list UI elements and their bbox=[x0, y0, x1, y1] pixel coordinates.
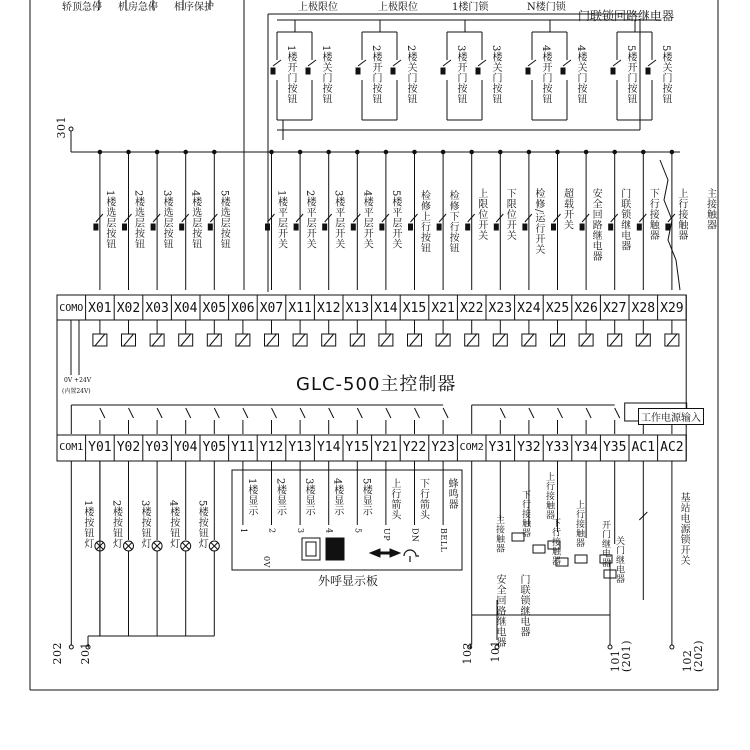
opto-diag-11 bbox=[381, 334, 391, 346]
out-contact-8 bbox=[300, 408, 305, 418]
output-terminal-y33: Y33 bbox=[545, 440, 570, 455]
input-switch-icon-13 bbox=[437, 224, 441, 230]
input-switch-icon-8 bbox=[294, 224, 298, 230]
input-switch-icon-3 bbox=[151, 224, 155, 230]
out-contact-b-18 bbox=[586, 408, 591, 418]
input-terminal-x24: X24 bbox=[517, 301, 541, 316]
power-note-internal: (内置24V) bbox=[62, 388, 91, 395]
output-terminal-y22: Y22 bbox=[402, 440, 427, 455]
node-101-201: 101 (201) bbox=[609, 640, 633, 673]
input-terminal-x01: X01 bbox=[88, 301, 112, 316]
seg-digit-1-inner bbox=[306, 542, 316, 556]
junction-14 bbox=[470, 150, 474, 154]
junction-5 bbox=[213, 150, 217, 154]
door-button-label-4: 2楼关门按钮 bbox=[405, 45, 416, 105]
out-contact-11 bbox=[386, 408, 391, 418]
junction-21 bbox=[670, 150, 674, 154]
opto-diag-6 bbox=[238, 334, 248, 346]
input-switch-icon-10 bbox=[351, 224, 355, 230]
opto-diag-4 bbox=[181, 334, 191, 346]
node-102-202: 102 (202) bbox=[681, 640, 705, 673]
opto-diag-17 bbox=[553, 334, 563, 346]
door-button-label-5: 3楼开门按钮 bbox=[455, 45, 466, 105]
junction-7 bbox=[270, 150, 274, 154]
door-button-label-6: 3楼关门按钮 bbox=[490, 45, 501, 105]
door-button-label-9: 5楼开门按钮 bbox=[625, 45, 636, 105]
opto-diag-13 bbox=[438, 334, 448, 346]
input-switch-icon-15 bbox=[494, 224, 498, 230]
junction-8 bbox=[298, 150, 302, 154]
out-contact-b-17 bbox=[558, 408, 563, 418]
opto-diag-16 bbox=[524, 334, 534, 346]
input-label-17: 超载开关 bbox=[561, 188, 573, 230]
coil-box-4 bbox=[575, 555, 587, 563]
display-label-7: 下行箭头 bbox=[417, 478, 429, 520]
out-contact-4 bbox=[186, 408, 191, 418]
switch-label-base-power: 基站电源锁开关 bbox=[678, 492, 689, 566]
input-terminal-x29: X29 bbox=[660, 301, 684, 316]
input-switch-icon-2 bbox=[123, 224, 127, 230]
opto-diag-5 bbox=[209, 334, 219, 346]
display-pin-1: 1 bbox=[238, 528, 248, 534]
output-terminal-y11: Y11 bbox=[231, 440, 255, 455]
input-switch-icon-11 bbox=[380, 224, 384, 230]
relay-label-safety: 安全回路继电器 bbox=[494, 574, 505, 648]
door-btn-icon-8 bbox=[611, 68, 615, 74]
door-btn-icon-9 bbox=[646, 68, 650, 74]
input-terminal-x22: X22 bbox=[459, 301, 484, 316]
input-label-7: 1楼平层开关 bbox=[275, 190, 287, 250]
out-contact-10 bbox=[357, 408, 362, 418]
coil-label-1: 主接触器 bbox=[494, 515, 504, 553]
door-btn-switch-2 bbox=[358, 60, 366, 66]
input-terminal-x13: X13 bbox=[345, 301, 370, 316]
node-102-a: 102 bbox=[461, 642, 474, 665]
display-label-3: 3楼显示 bbox=[303, 478, 315, 517]
input-terminal-x21: X21 bbox=[431, 301, 455, 316]
output-terminal-y34: Y34 bbox=[574, 440, 598, 455]
input-terminal-como: COMO bbox=[59, 303, 84, 314]
opto-diag-21 bbox=[667, 334, 677, 346]
coil-label-5: 上行接触器 bbox=[574, 500, 584, 548]
input-label-13: 检修下行按钮 bbox=[447, 190, 459, 253]
input-switch-icon-12 bbox=[409, 224, 413, 230]
top-label-phase-protect: 相序保护 bbox=[174, 2, 214, 13]
input-switch-icon-7 bbox=[266, 224, 270, 230]
input-terminal-x25: X25 bbox=[545, 301, 570, 316]
input-label-12: 检修上行按钮 bbox=[418, 190, 430, 253]
input-label-19: 门联锁继电器 bbox=[618, 188, 630, 251]
input-label-15: 下限位开关 bbox=[504, 188, 516, 241]
node-102-202-terminal bbox=[670, 645, 674, 649]
out-contact-12 bbox=[415, 408, 420, 418]
input-terminal-x06: X06 bbox=[231, 301, 255, 316]
opto-diag-8 bbox=[295, 334, 305, 346]
input-switch-icon-1 bbox=[94, 224, 98, 230]
relay-label-interlock: 门联锁继电器 bbox=[518, 574, 529, 637]
top-label-door-interlock-relay: 门联锁回路继电器 bbox=[578, 9, 675, 23]
door-btn-icon-0 bbox=[271, 68, 275, 74]
opto-diag-19 bbox=[610, 334, 620, 346]
door-btn-switch-0 bbox=[273, 60, 281, 66]
opto-diag-2 bbox=[124, 334, 134, 346]
door-button-label-7: 4楼开门按钮 bbox=[540, 45, 551, 105]
coil-label-7: 关门继电器 bbox=[614, 536, 624, 584]
node-202-terminal bbox=[69, 645, 73, 649]
top-label-floorN-lock: N楼门锁 bbox=[527, 2, 566, 13]
input-terminal-x26: X26 bbox=[574, 301, 598, 316]
opto-diag-10 bbox=[352, 334, 362, 346]
output-terminal-y31: Y31 bbox=[488, 440, 513, 455]
door-btn-icon-6 bbox=[526, 68, 530, 74]
junction-4 bbox=[184, 150, 188, 154]
display-pin-3: 3 bbox=[296, 528, 306, 534]
input-label-11: 5楼平层开关 bbox=[389, 190, 401, 250]
junction-10 bbox=[356, 150, 360, 154]
input-label-4: 4楼选层按钮 bbox=[189, 190, 201, 250]
lamp-label-5: 5楼按钮灯 bbox=[196, 500, 208, 549]
opto-diag-1 bbox=[95, 334, 105, 346]
input-terminal-x07: X07 bbox=[259, 301, 284, 316]
door-btn-icon-7 bbox=[561, 68, 565, 74]
input-switch-icon-19 bbox=[609, 224, 613, 230]
input-terminal-x15: X15 bbox=[402, 301, 427, 316]
input-switch-icon-16 bbox=[523, 224, 527, 230]
input-label-5: 5楼选层按钮 bbox=[218, 190, 230, 250]
out-contact-2 bbox=[129, 408, 134, 418]
door-btn-icon-2 bbox=[356, 68, 360, 74]
junction-18 bbox=[584, 150, 588, 154]
coil-box-1 bbox=[533, 545, 545, 553]
input-label-21: 上行接触器 bbox=[675, 188, 687, 241]
junction-19 bbox=[613, 150, 617, 154]
input-label-8: 2楼平层开关 bbox=[304, 190, 316, 250]
direction-arrow-icon bbox=[370, 549, 400, 557]
junction-1 bbox=[98, 150, 102, 154]
input-switch-icon-21 bbox=[666, 224, 670, 230]
power-note-voltage: 0V +24V bbox=[64, 377, 92, 384]
coil-label-2: 下行接触器 bbox=[520, 490, 530, 538]
input-switch-icon-20 bbox=[637, 224, 641, 230]
top-label-upper-limit-1: 上极限位 bbox=[298, 2, 338, 13]
coil-label-3: 上行接触器 bbox=[544, 472, 554, 520]
door-btn-switch-4 bbox=[443, 60, 451, 66]
input-switch-icon-18 bbox=[580, 224, 584, 230]
opto-diag-9 bbox=[324, 334, 334, 346]
input-terminal-x11: X11 bbox=[288, 301, 312, 316]
opto-diag-3 bbox=[152, 334, 162, 346]
top-label-car-estop: 轿顶急停 bbox=[62, 2, 102, 13]
junction-11 bbox=[384, 150, 388, 154]
display-pin-2: 2 bbox=[267, 528, 277, 534]
out-contact-13 bbox=[443, 408, 448, 418]
out-contact-b-16 bbox=[529, 408, 534, 418]
input-terminal-x27: X27 bbox=[602, 301, 627, 316]
input-label-16: 检修/运行开关 bbox=[532, 188, 544, 255]
input-terminal-x14: X14 bbox=[374, 301, 398, 316]
input-label-22: 主接触器 bbox=[704, 188, 716, 230]
input-terminal-x28: X28 bbox=[631, 301, 656, 316]
junction-3 bbox=[155, 150, 159, 154]
out-contact-3 bbox=[157, 408, 162, 418]
output-terminal-com2: COM2 bbox=[459, 442, 484, 453]
output-terminal-ac1: AC1 bbox=[631, 440, 656, 455]
display-board-title: 外呼显示板 bbox=[318, 574, 379, 588]
door-btn-icon-5 bbox=[476, 68, 480, 74]
door-button-label-1: 1楼开门按钮 bbox=[285, 45, 296, 105]
input-terminal-x03: X03 bbox=[145, 301, 169, 316]
output-terminal-y21: Y21 bbox=[374, 440, 398, 455]
door-btn-icon-3 bbox=[391, 68, 395, 74]
opto-diag-18 bbox=[581, 334, 591, 346]
display-pin-4: 4 bbox=[324, 528, 334, 534]
opto-diag-15 bbox=[495, 334, 505, 346]
out-contact-6 bbox=[243, 408, 248, 418]
door-btn-switch-3 bbox=[393, 60, 401, 66]
door-btn-switch-9 bbox=[648, 60, 656, 66]
top-label-room-estop: 机房急停 bbox=[118, 2, 158, 13]
input-switch-icon-5 bbox=[208, 224, 212, 230]
display-pin-up: UP bbox=[381, 528, 391, 542]
door-btn-switch-7 bbox=[563, 60, 571, 66]
top-label-floor1-lock: 1楼门锁 bbox=[452, 2, 489, 13]
display-label-1: 1楼显示 bbox=[245, 478, 257, 517]
display-label-6: 上行箭头 bbox=[388, 478, 400, 520]
input-switch-icon-17 bbox=[552, 224, 556, 230]
input-terminal-x23: X23 bbox=[488, 301, 513, 316]
output-terminal-y15: Y15 bbox=[345, 440, 370, 455]
top-label-upper-limit-2: 上极限位 bbox=[378, 2, 418, 13]
out-contact-1 bbox=[100, 408, 105, 418]
display-pin-0v: 0V bbox=[262, 556, 271, 568]
opto-diag-14 bbox=[467, 334, 477, 346]
door-btn-switch-6 bbox=[528, 60, 536, 66]
opto-diag-20 bbox=[638, 334, 648, 346]
input-terminal-x12: X12 bbox=[316, 301, 341, 316]
seg-digit-2 bbox=[326, 538, 344, 560]
display-pin-bell: BELL bbox=[439, 528, 449, 553]
input-terminal-x04: X04 bbox=[173, 301, 198, 316]
output-terminal-y01: Y01 bbox=[88, 440, 112, 455]
output-terminal-y12: Y12 bbox=[259, 440, 284, 455]
output-terminal-y32: Y32 bbox=[517, 440, 541, 455]
node-201: 201 bbox=[79, 642, 92, 665]
display-label-5: 5楼显示 bbox=[360, 478, 372, 517]
lamp-label-4: 4楼按钮灯 bbox=[167, 500, 179, 549]
input-label-3: 3楼选层按钮 bbox=[161, 190, 173, 250]
output-terminal-y02: Y02 bbox=[116, 440, 141, 455]
out-contact-9 bbox=[329, 408, 334, 418]
lamp-label-1: 1楼按钮灯 bbox=[81, 500, 93, 549]
output-terminal-com1: COM1 bbox=[59, 442, 84, 453]
input-label-18: 安全回路继电器 bbox=[590, 188, 602, 262]
input-label-10: 4楼平层开关 bbox=[361, 190, 373, 250]
input-switch-icon-14 bbox=[466, 224, 470, 230]
junction-15 bbox=[499, 150, 503, 154]
input-switch-icon-4 bbox=[180, 224, 184, 230]
junction-20 bbox=[642, 150, 646, 154]
input-label-1: 1楼选层按钮 bbox=[103, 190, 115, 250]
junction-12 bbox=[413, 150, 417, 154]
lamp-label-3: 3楼按钮灯 bbox=[139, 500, 151, 549]
display-pin-5: 5 bbox=[353, 528, 363, 534]
out-contact-b-19 bbox=[615, 408, 620, 418]
display-label-4: 4楼显示 bbox=[331, 478, 343, 517]
door-btn-switch-8 bbox=[613, 60, 621, 66]
node-301-terminal bbox=[69, 127, 73, 131]
junction-17 bbox=[556, 150, 560, 154]
output-terminal-y35: Y35 bbox=[602, 440, 627, 455]
output-terminal-y23: Y23 bbox=[431, 440, 455, 455]
output-terminal-y03: Y03 bbox=[145, 440, 169, 455]
out-contact-7 bbox=[272, 408, 277, 418]
output-terminal-y13: Y13 bbox=[288, 440, 312, 455]
power-input-label: 工作电源输入 bbox=[638, 408, 704, 425]
junction-13 bbox=[441, 150, 445, 154]
coil-label-4: 下行接触器 bbox=[550, 518, 560, 566]
opto-diag-12 bbox=[410, 334, 420, 346]
coil-label-6: 开门继电器 bbox=[600, 520, 610, 568]
out-contact-b-15 bbox=[500, 408, 505, 418]
door-btn-icon-1 bbox=[306, 68, 310, 74]
door-button-label-2: 1楼关门按钮 bbox=[320, 45, 331, 105]
output-terminal-y05: Y05 bbox=[202, 440, 227, 455]
junction-16 bbox=[527, 150, 531, 154]
node-101-a: 101 bbox=[489, 640, 502, 663]
input-label-2: 2楼选层按钮 bbox=[132, 190, 144, 250]
opto-diag-7 bbox=[267, 334, 277, 346]
door-button-label-8: 4楼关门按钮 bbox=[575, 45, 586, 105]
junction-9 bbox=[327, 150, 331, 154]
out-contact-5 bbox=[214, 408, 219, 418]
input-label-20: 下行接触器 bbox=[647, 188, 659, 241]
output-terminal-y04: Y04 bbox=[173, 440, 198, 455]
controller-title: GLC-500主控制器 bbox=[296, 374, 457, 395]
node-301-label: 301 bbox=[55, 116, 68, 139]
node-202: 202 bbox=[51, 642, 64, 665]
output-terminal-y14: Y14 bbox=[316, 440, 341, 455]
bell-icon bbox=[404, 550, 419, 562]
display-label-2: 2楼显示 bbox=[274, 478, 286, 517]
door-button-label-3: 2楼开门按钮 bbox=[370, 45, 381, 105]
door-btn-switch-5 bbox=[478, 60, 486, 66]
door-btn-switch-1 bbox=[308, 60, 316, 66]
junction-2 bbox=[127, 150, 131, 154]
display-label-8: 蜂鸣器 bbox=[446, 478, 458, 510]
door-btn-icon-4 bbox=[441, 68, 445, 74]
lamp-label-2: 2楼按钮灯 bbox=[110, 500, 122, 549]
input-terminal-x05: X05 bbox=[202, 301, 227, 316]
input-switch-icon-9 bbox=[323, 224, 327, 230]
input-terminal-x02: X02 bbox=[116, 301, 141, 316]
door-button-label-10: 5楼关门按钮 bbox=[660, 45, 671, 105]
input-label-14: 上限位开关 bbox=[475, 188, 487, 241]
display-pin-dn: DN bbox=[410, 528, 420, 543]
input-label-9: 3楼平层开关 bbox=[332, 190, 344, 250]
output-terminal-ac2: AC2 bbox=[660, 440, 684, 455]
